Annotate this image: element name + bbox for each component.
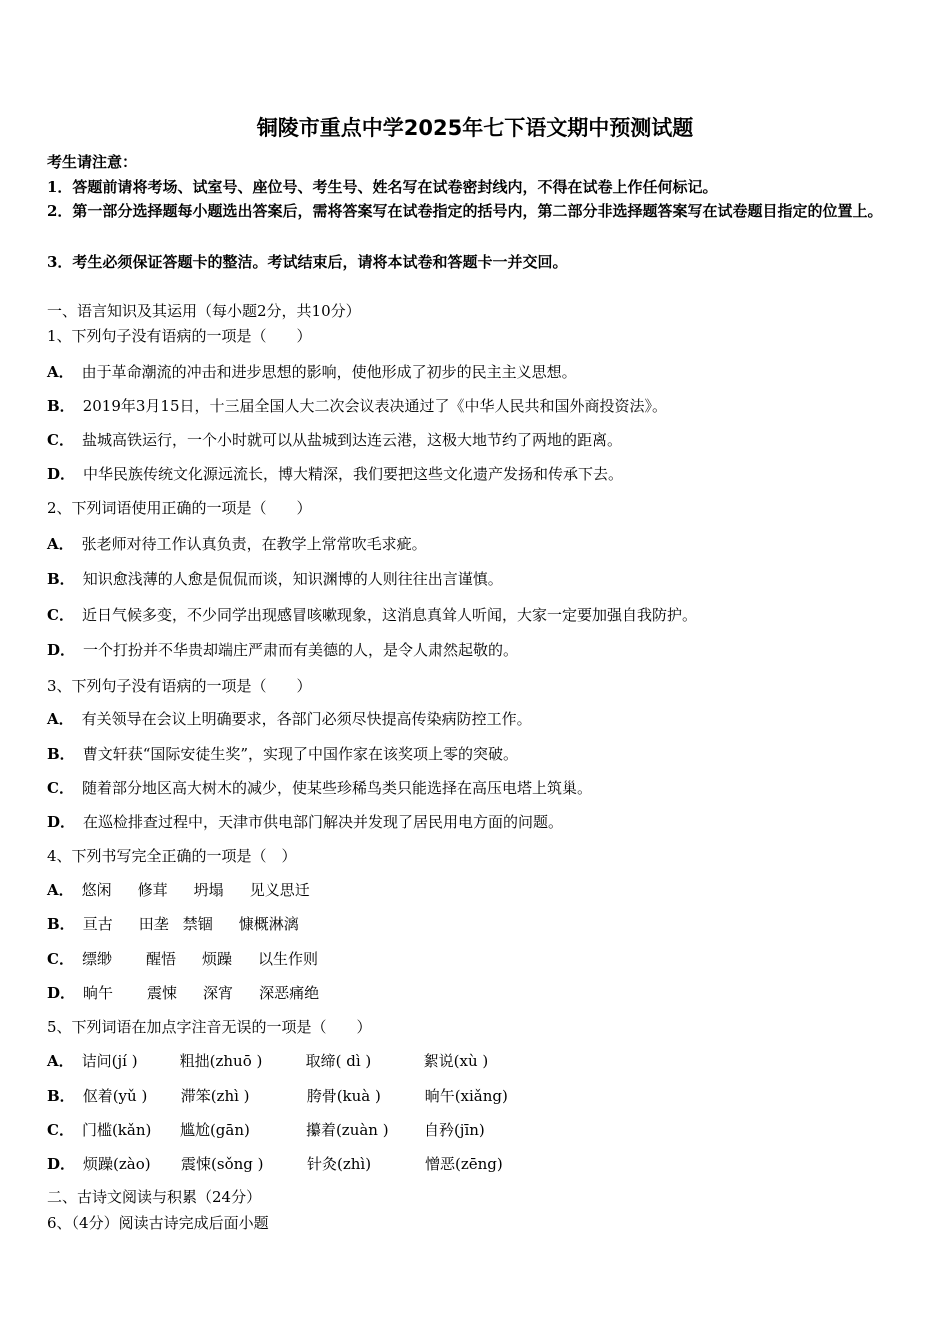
option-text: 知识愈浅薄的人愈是侃侃而谈，知识渊博的人则往往出言谨慎。 <box>82 570 503 588</box>
question-1-option-d <box>47 464 623 484</box>
question-3-stem: 3、下列句子没有语病的一项是（ ） <box>47 677 312 695</box>
option-text: 由于革命潮流的冲击和进步思想的影响，使他形成了初步的民主主义思想。 <box>81 363 577 381</box>
option-text: 近日气候多变，不少同学出现感冒咳嗽现象，这消息真耸人听闻，大家一定要加强自我防护。 <box>81 606 697 624</box>
page-title: 铜陵市重点中学2025年七下语文期中预测试题 <box>256 116 694 140</box>
option-label: A． <box>47 1052 74 1070</box>
question-4-option-b <box>47 914 325 934</box>
option-word: 自矜(jīn) <box>423 1121 485 1139</box>
option-label: D． <box>47 1155 76 1173</box>
option-text: 张老师对待工作认真负责，在教学上常常吹毛求疵。 <box>81 535 427 553</box>
option-word: 醒悟 <box>145 950 176 968</box>
option-word: 晌午(xiǎng) <box>424 1087 508 1105</box>
option-label: B． <box>47 745 75 763</box>
option-word: 悠闲 <box>81 881 112 899</box>
option-text: 在巡检排查过程中，天津市供电部门解决并发现了居民用电方面的问题。 <box>83 813 564 831</box>
option-label: C． <box>47 606 74 624</box>
question-3-option-d <box>47 812 563 832</box>
option-text: 盐城高铁运行，一个小时就可以从盐城到达连云港，这极大地节约了两地的距离。 <box>81 431 622 449</box>
option-label: B． <box>47 1087 75 1105</box>
option-label: B． <box>47 570 75 588</box>
option-word: 伛着(yǔ ) <box>82 1087 148 1105</box>
question-2-option-c <box>47 605 697 625</box>
question-2-option-d <box>47 640 518 660</box>
option-text: 一个打扮并不华贵却端庄严肃而有美德的人，是令人肃然起敬的。 <box>83 641 519 659</box>
question-5-stem: 5、下列词语在加点字注音无误的一项是（ ） <box>47 1018 372 1036</box>
question-6-stem: 6、（4分）阅读古诗完成后面小题 <box>47 1214 269 1232</box>
option-label: A． <box>47 881 74 899</box>
option-word: 坍塌 <box>193 881 224 899</box>
option-word: 针灸(zhì) <box>307 1155 372 1173</box>
option-word: 深恶痛绝 <box>259 984 320 1002</box>
option-word: 修茸 <box>137 881 168 899</box>
question-1-stem: 1、下列句子没有语病的一项是（ ） <box>47 327 312 345</box>
option-word: 粗拙(zhuō ) <box>179 1052 263 1070</box>
question-4-option-a <box>47 880 336 900</box>
option-word: 絮说(xù ) <box>423 1052 489 1070</box>
question-2-stem: 2、下列词语使用正确的一项是（ ） <box>47 499 312 517</box>
option-label: B． <box>47 397 75 415</box>
question-5-option-b <box>47 1086 534 1106</box>
option-word: 晌午 <box>83 984 114 1002</box>
option-word: 亘古 <box>82 915 113 933</box>
question-1-option-a <box>47 362 577 382</box>
question-4-stem: 4、下列书写完全正确的一项是（ ） <box>47 847 297 865</box>
option-word: 尴尬(gān) <box>179 1121 250 1139</box>
option-label: C． <box>47 431 74 449</box>
notice-item-3: 3．考生必须保证答题卡的整洁。考试结束后，请将本试卷和答题卡一并交回。 <box>47 253 568 271</box>
option-word: 见义思迁 <box>249 881 310 899</box>
option-text: 随着部分地区高大树木的减少，使某些珍稀鸟类只能选择在高压电塔上筑巢。 <box>81 779 592 797</box>
option-label: C． <box>47 1121 74 1139</box>
option-word: 禁锢 <box>182 915 213 933</box>
option-word: 缥缈 <box>81 950 112 968</box>
option-word: 滞笨(zhì ) <box>180 1087 250 1105</box>
notice-item-1: 1．答题前请将考场、试室号、座位号、考生号、姓名写在试卷密封线内，不得在试卷上作任何标记。 <box>47 178 718 196</box>
section-2-heading: 二、古诗文阅读与积累（24分） <box>47 1188 262 1206</box>
notice-item-2: 2．第一部分选择题每小题选出答案后，需将答案写在试卷指定的括号内，第二部分非选择题答案写在试卷题目指定的位置上。 <box>47 202 883 220</box>
option-label: D． <box>47 641 76 659</box>
option-label: B． <box>47 915 75 933</box>
option-word: 门槛(kǎn) <box>81 1121 152 1139</box>
option-word: 憎恶(zēng) <box>425 1155 503 1173</box>
question-2-option-b <box>47 569 503 589</box>
option-label: A． <box>47 535 74 553</box>
option-label: C． <box>47 950 74 968</box>
question-3-option-a <box>47 709 532 729</box>
question-1-option-b <box>47 396 667 416</box>
question-3-option-b <box>47 744 518 764</box>
question-4-option-c <box>47 949 344 969</box>
notice-heading: 考生请注意： <box>47 153 138 171</box>
option-word: 慷概淋漓 <box>238 915 299 933</box>
option-word: 烦躁(zào) <box>83 1155 151 1173</box>
option-label: C． <box>47 779 74 797</box>
option-label: D． <box>47 465 76 483</box>
option-word: 诘问(jí ) <box>81 1052 138 1070</box>
question-5-option-a <box>47 1051 514 1071</box>
question-1-option-c <box>47 430 622 450</box>
option-text: 2019年3月15日，十三届全国人大二次会议表决通过了《中华人民共和国外商投资法》。 <box>82 397 667 415</box>
option-word: 深宵 <box>203 984 234 1002</box>
option-text: 中华民族传统文化源远流长，博大精深，我们要把这些文化遗产发扬和传承下去。 <box>83 465 624 483</box>
question-5-option-c <box>47 1120 511 1140</box>
option-word: 烦躁 <box>201 950 232 968</box>
option-word: 胯骨(kuà ) <box>306 1087 381 1105</box>
option-text: 有关领导在会议上明确要求，各部门必须尽快提高传染病防控工作。 <box>81 710 532 728</box>
option-word: 震悚 <box>147 984 178 1002</box>
question-4-option-d <box>47 983 345 1003</box>
section-1-heading: 一、语言知识及其运用（每小题2分，共10分） <box>47 302 361 320</box>
option-label: D． <box>47 813 76 831</box>
question-5-option-d <box>47 1154 529 1174</box>
question-2-option-a <box>47 534 427 554</box>
option-label: A． <box>47 363 74 381</box>
option-label: A． <box>47 710 74 728</box>
option-label: D． <box>47 984 76 1002</box>
option-text: 曹文轩获“国际安徒生奖”，实现了中国作家在该奖项上零的突破。 <box>82 745 519 763</box>
option-word: 震悚(sǒng ) <box>181 1155 264 1173</box>
question-3-option-c <box>47 778 592 798</box>
option-word: 田垄 <box>138 915 169 933</box>
option-word: 以生作则 <box>258 950 319 968</box>
option-word: 攥着(zuàn ) <box>305 1121 389 1139</box>
option-word: 取缔( dì ) <box>305 1052 372 1070</box>
